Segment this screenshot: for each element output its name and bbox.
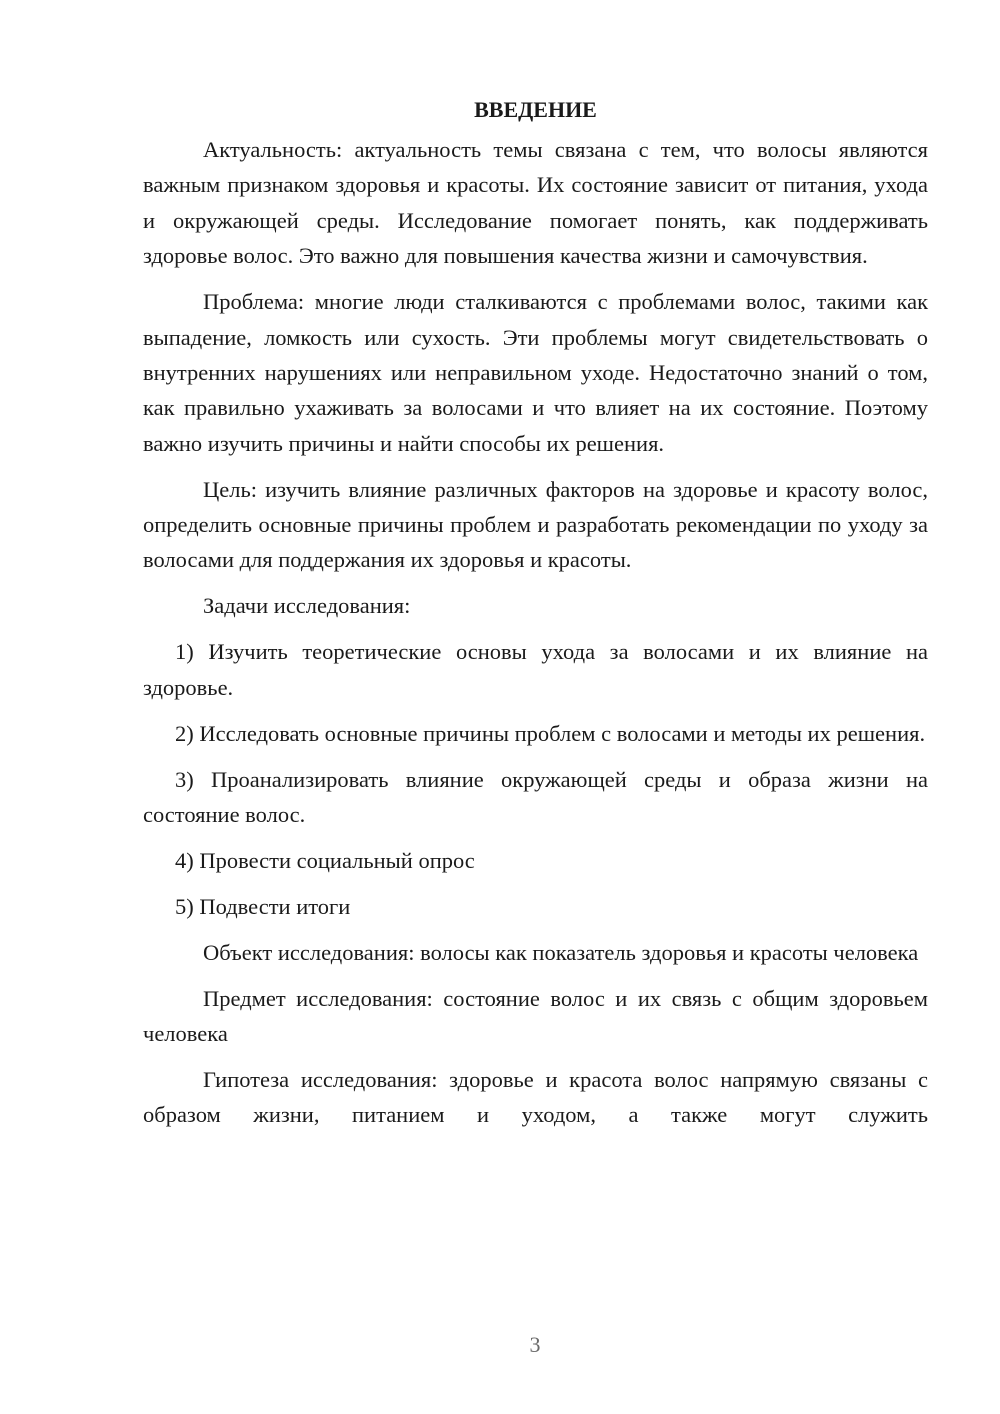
task-item-5: 5) Подвести итоги [175, 893, 351, 919]
page-number: 3 [529, 1332, 541, 1357]
relevance-paragraph: Актуальность: актуальность темы связана с тем, что волосы являются важным признаком здоровья и красоты. Их состояние зависит от питания, ухода и окружающей среды. Исследование помогает понять, как поддерживать здоровье волос. Это важно для повышения качества жизни и самочувствия. [143, 137, 928, 269]
page-title: ВВЕДЕНИЕ [474, 97, 597, 122]
document-page [143, 92, 928, 1143]
task-item-2: 2) Исследовать основные причины проблем с волосами и методы их решения. [175, 720, 926, 746]
hypothesis-paragraph: Гипотеза исследования: здоровье и красота волос напрямую связаны с образом жизни, питанием и уходом, а также могут служить [143, 1066, 928, 1128]
subject-paragraph: Предмет исследования: состояние волос и их связь с общим здоровьем человека [143, 985, 928, 1046]
task-item-1: 1) Изучить теоретические основы ухода за волосами и их влияние на здоровье. [143, 639, 928, 700]
problem-paragraph: Проблема: многие люди сталкиваются с проблемами волос, такими как выпадение, ломкость или сухость. Эти проблемы могут свидетельствовать о внутренних нарушениях или неправильном уходе. Недостаточно знаний о том, как правильно ухаживать за волосами и что влияет на их состояние. Поэтому важно изучить причины и найти способы их решения. [143, 289, 928, 456]
object-paragraph: Объект исследования: волосы как показатель здоровья и красоты человека [203, 939, 919, 965]
tasks-heading: Задачи исследования: [203, 593, 411, 619]
task-item-4: 4) Провести социальный опрос [175, 847, 475, 873]
goal-paragraph: Цель: изучить влияние различных факторов на здоровье и красоту волос, определить основные причины проблем и разработать рекомендации по уходу за волосами для поддержания их здоровья и красоты. [143, 476, 928, 573]
task-item-3: 3) Проанализировать влияние окружающей среды и образа жизни на состояние волос. [143, 766, 928, 827]
